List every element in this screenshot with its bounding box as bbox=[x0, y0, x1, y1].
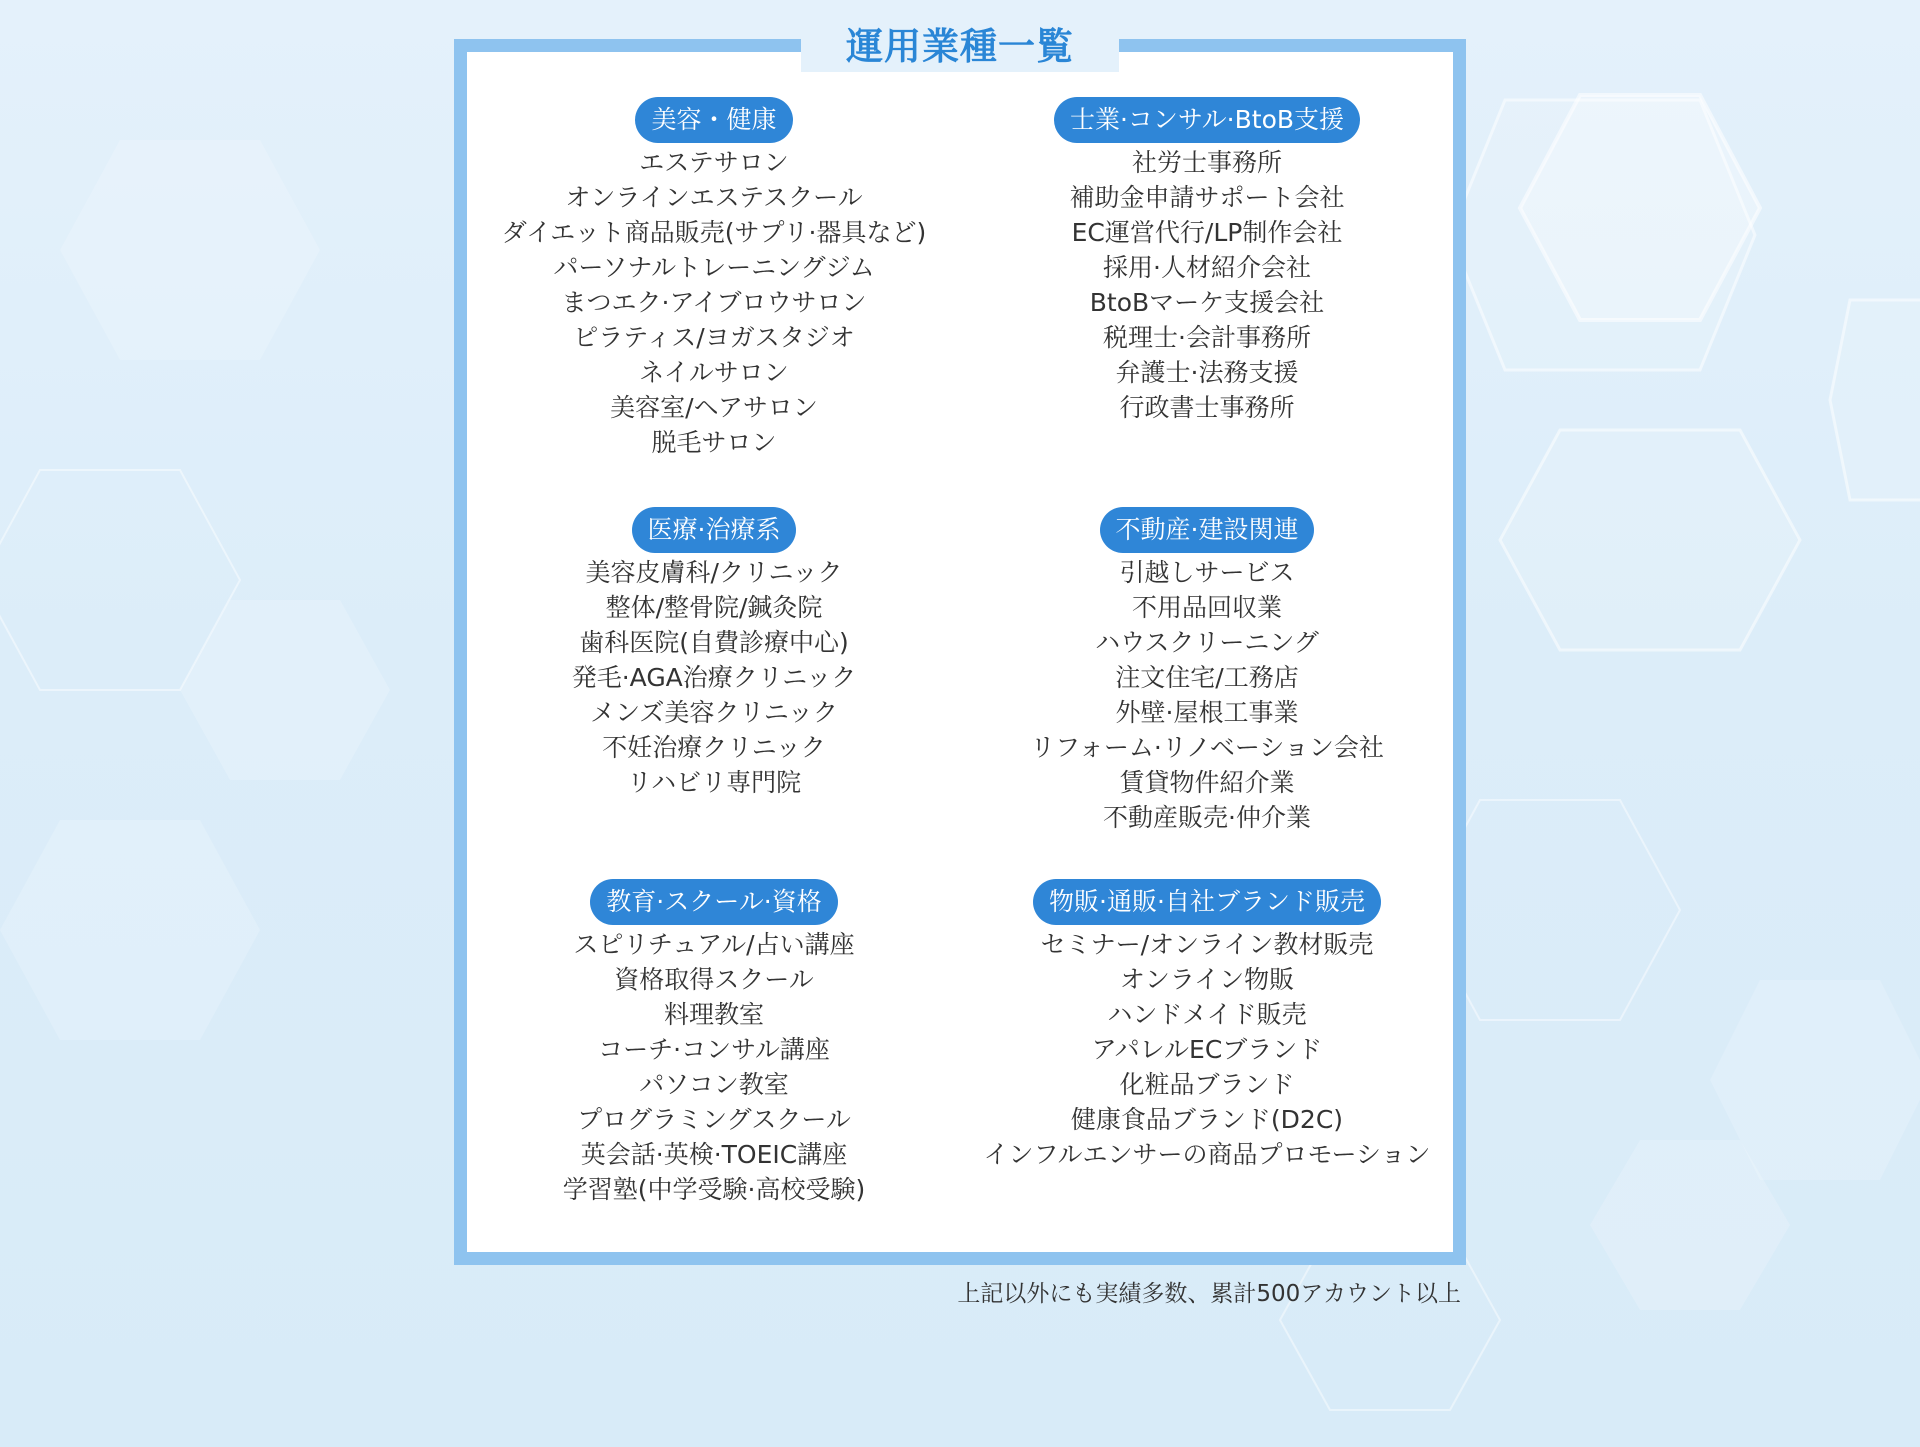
list-item: パーソナルトレーニングジム bbox=[553, 253, 875, 282]
list-item: メンズ美容クリニック bbox=[590, 698, 838, 727]
list-item: 健康食品ブランド(D2C) bbox=[1070, 1105, 1344, 1134]
list-item: 補助金申請サポート会社 bbox=[1069, 183, 1345, 212]
list-item: オンライン物販 bbox=[1119, 965, 1295, 994]
list-item: ハウスクリーニング bbox=[1095, 628, 1319, 657]
category-education bbox=[464, 879, 964, 1207]
category-items bbox=[1030, 555, 1384, 835]
list-item: 歯科医院(自費診療中心) bbox=[579, 628, 849, 657]
category-badge: 医療·治療系 bbox=[632, 507, 797, 553]
list-item: 資格取得スクール bbox=[614, 965, 814, 994]
list-item: 外壁·屋根工事業 bbox=[1115, 698, 1299, 727]
list-item: リフォーム·リノベーション会社 bbox=[1030, 733, 1384, 762]
category-items bbox=[572, 555, 857, 800]
list-item: BtoBマーケ支援会社 bbox=[1089, 288, 1325, 317]
list-item: セミナー/オンライン教材販売 bbox=[1040, 930, 1374, 959]
category-medical bbox=[464, 507, 964, 800]
list-item: ダイエット商品販売(サプリ·器具など) bbox=[501, 218, 927, 247]
list-item: インフルエンサーの商品プロモーション bbox=[983, 1140, 1431, 1169]
page-title: 運用業種一覧 bbox=[846, 25, 1074, 68]
category-badge: 不動産·建設関連 bbox=[1100, 507, 1315, 553]
category-items bbox=[563, 927, 865, 1207]
category-professional-btob bbox=[957, 97, 1457, 425]
list-item: 不妊治療クリニック bbox=[602, 733, 826, 762]
category-badge: 美容・健康 bbox=[635, 97, 792, 143]
list-item: エステサロン bbox=[639, 148, 789, 177]
category-items bbox=[502, 145, 926, 460]
list-item: 整体/整骨院/鍼灸院 bbox=[605, 593, 823, 622]
list-item: ピラティス/ヨガスタジオ bbox=[573, 323, 855, 352]
list-item: 発毛·AGA治療クリニック bbox=[571, 663, 857, 692]
list-item: アパレルECブランド bbox=[1091, 1035, 1323, 1064]
list-item: 採用·人材紹介会社 bbox=[1103, 253, 1311, 282]
list-item: 注文住宅/工務店 bbox=[1115, 663, 1299, 692]
list-item: EC運営代行/LP制作会社 bbox=[1071, 218, 1343, 247]
list-item: 不動産販売·仲介業 bbox=[1103, 803, 1311, 832]
list-item: ネイルサロン bbox=[639, 358, 789, 387]
list-item: ハンドメイド販売 bbox=[1107, 1000, 1307, 1029]
list-item: コーチ·コンサル講座 bbox=[598, 1035, 830, 1064]
list-item: 脱毛サロン bbox=[651, 428, 777, 457]
title-banner bbox=[801, 14, 1119, 72]
list-item: 料理教室 bbox=[663, 1000, 764, 1029]
category-real-estate bbox=[957, 507, 1457, 835]
footnote: 上記以外にも実績多数、累計500アカウント以上 bbox=[957, 1281, 1461, 1307]
list-item: オンラインエステスクール bbox=[565, 183, 863, 212]
category-badge: 士業·コンサル·BtoB支援 bbox=[1054, 97, 1360, 143]
list-item: 行政書士事務所 bbox=[1119, 393, 1295, 422]
list-item: 弁護士·法務支援 bbox=[1115, 358, 1299, 387]
category-items bbox=[983, 927, 1430, 1172]
list-item: 美容室/ヘアサロン bbox=[610, 393, 818, 422]
list-item: プログラミングスクール bbox=[577, 1105, 851, 1134]
list-item: 英会話·英検·TOEIC講座 bbox=[580, 1140, 848, 1169]
category-items bbox=[1069, 145, 1344, 425]
category-beauty-health bbox=[464, 97, 964, 460]
list-item: 美容皮膚科/クリニック bbox=[585, 558, 843, 587]
list-item: 税理士·会計事務所 bbox=[1103, 323, 1311, 352]
list-item: 社労士事務所 bbox=[1131, 148, 1282, 177]
category-retail-d2c bbox=[957, 879, 1457, 1172]
category-badge: 物販·通販·自社ブランド販売 bbox=[1033, 879, 1381, 925]
list-item: 化粧品ブランド bbox=[1119, 1070, 1295, 1099]
list-item: スピリチュアル/占い講座 bbox=[573, 930, 855, 959]
list-item: まつエク·アイブロウサロン bbox=[561, 288, 867, 317]
list-item: 学習塾(中学受験·高校受験) bbox=[562, 1175, 866, 1204]
category-badge: 教育·スクール·資格 bbox=[590, 879, 837, 925]
list-item: 引越しサービス bbox=[1119, 558, 1295, 587]
list-item: 不用品回収業 bbox=[1131, 593, 1282, 622]
list-item: リハビリ専門院 bbox=[626, 768, 802, 797]
list-item: 賃貸物件紹介業 bbox=[1119, 768, 1295, 797]
list-item: パソコン教室 bbox=[639, 1070, 789, 1099]
